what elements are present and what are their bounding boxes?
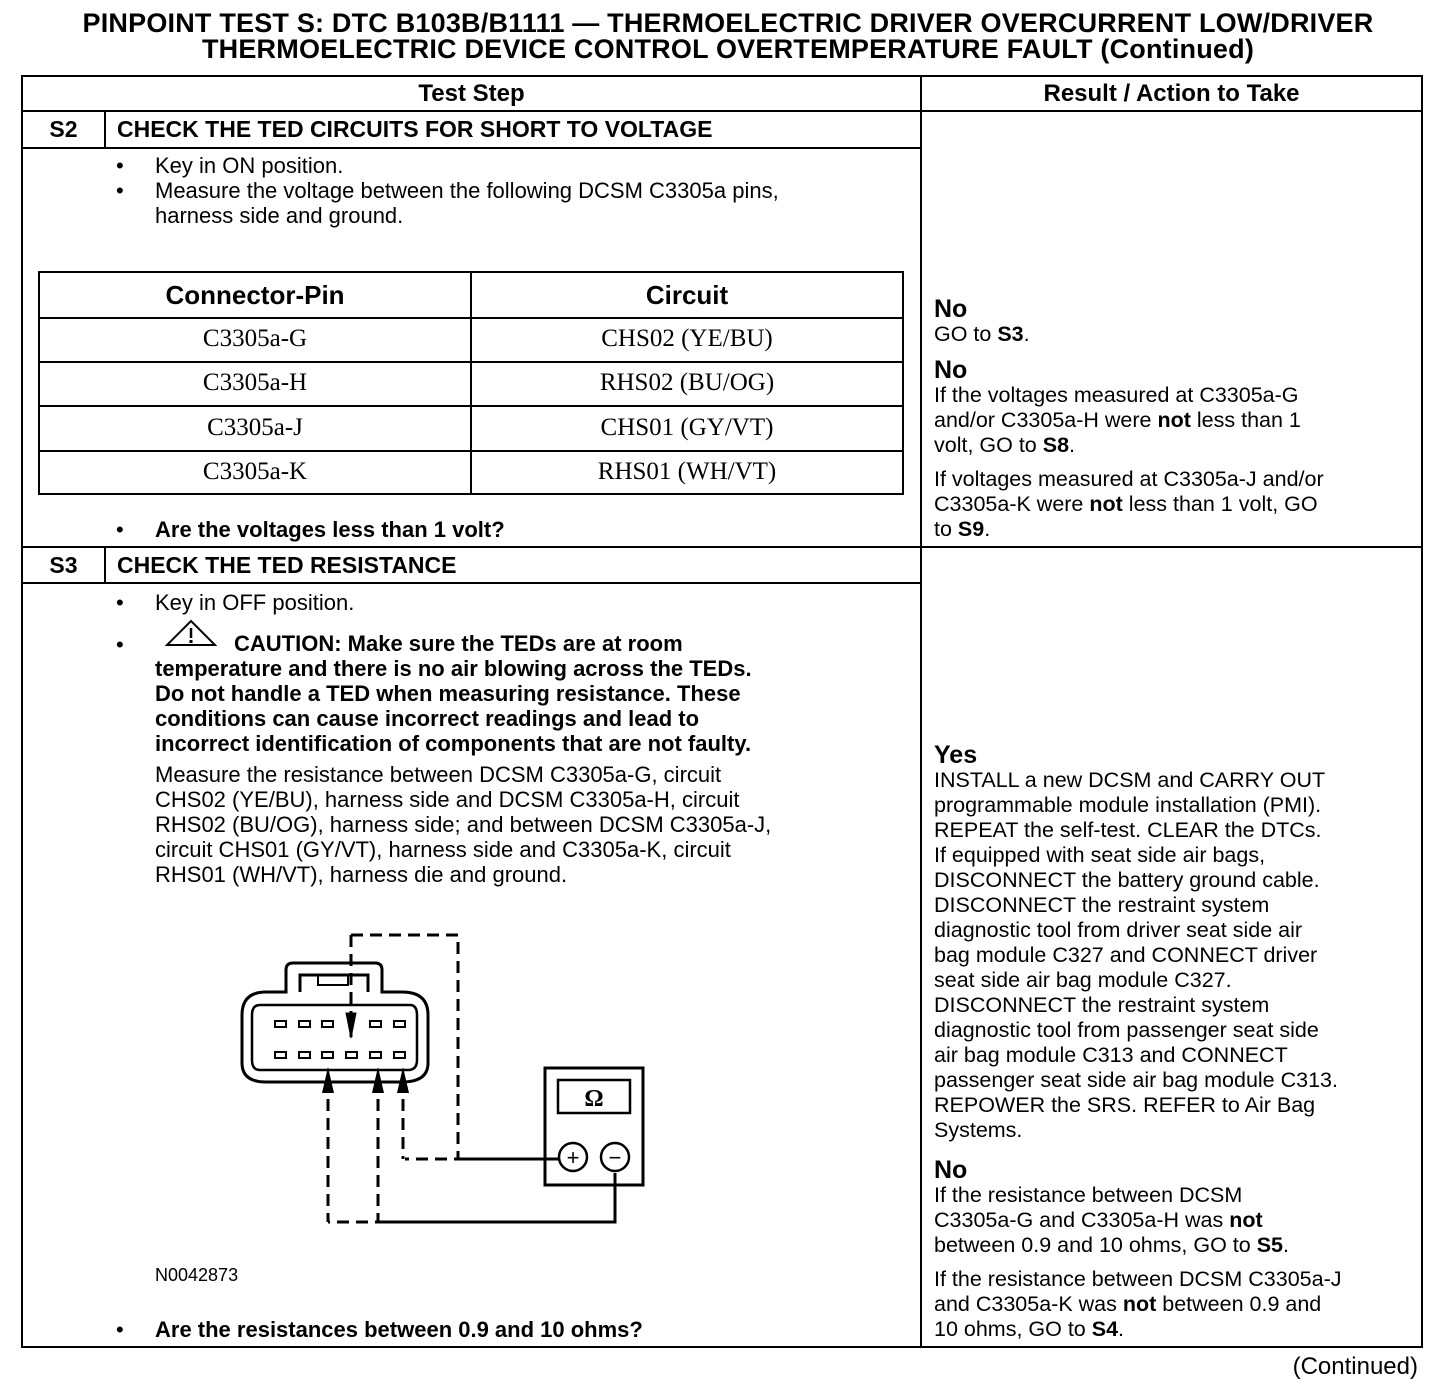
minus-terminal: − (608, 1145, 622, 1170)
measure-line: RHS02 (BU/OG), harness side; and between DCSM C3305a-J, (155, 812, 772, 837)
page-title-line1: PINPOINT TEST S: DTC B103B/B1111 — THERMOELECTRIC DRIVER OVERCURRENT LOW/DRIVER (82, 8, 1374, 38)
measure-line: RHS01 (WH/VT), harness die and ground. (155, 862, 568, 887)
circuit-cell: RHS02 (BU/OG) (599, 369, 775, 396)
pin-cell: C3305a-H (202, 369, 308, 396)
caution-line: temperature and there is no air blowing across the TEDs. (155, 656, 752, 681)
s2-result-no2-text: If the voltages measured at C3305a-G and/or C3305a-H were not less than 1 volt, GO to S8. (934, 383, 1301, 457)
column-header-test-step: Test Step (418, 80, 525, 107)
circuit-cell: CHS02 (YE/BU) (601, 325, 773, 352)
circuit-cell: RHS01 (WH/VT) (597, 458, 777, 485)
step-title-s3: CHECK THE TED RESISTANCE (117, 552, 457, 578)
s3-result-yes-text: INSTALL a new DCSM and CARRY OUT programmable module installation (PMI). REPEAT the self-test. CLEAR the DTCs. If equipped with seat side air bags, DISCONNECT the battery ground cable. DISCONNECT the restraint system diagnostic tool from driver seat side air bag module C327 and CONNECT driver seat side air bag module C327. DISCONNECT the restraint system diagnostic tool from passenger seat side air bag module C313 and CONNECT passenger seat side air bag module C313. REPOWER the SRS. REFER to Air Bag Systems. (934, 768, 1338, 1142)
bullet: • (116, 590, 124, 615)
caution-line: conditions can cause incorrect readings and lead to (155, 706, 700, 731)
connector-c3305a (242, 963, 428, 1082)
caution-line: Do not handle a TED when measuring resistance. These (155, 681, 741, 706)
column-header-result: Result / Action to Take (1043, 80, 1300, 107)
s2-bullet-key-on: Key in ON position. (155, 153, 344, 178)
caution-line: incorrect identification of components that are not faulty. (155, 731, 752, 756)
s2-result-no3-text: If voltages measured at C3305a-J and/or C3305a-K were not less than 1 volt, GO to S9. (934, 467, 1324, 541)
connector-meter-diagram (230, 925, 660, 1235)
warning-triangle-icon (165, 618, 217, 648)
step-title-s2: CHECK THE TED CIRCUITS FOR SHORT TO VOLTAGE (117, 116, 713, 142)
ohm-symbol: Ω (584, 1086, 604, 1112)
s3-question: Are the resistances between 0.9 and 10 ohms? (155, 1317, 643, 1342)
figure-id: N0042873 (155, 1265, 239, 1285)
page-title-line2: THERMOELECTRIC DEVICE CONTROL OVERTEMPERATURE FAULT (Continued) (201, 34, 1255, 64)
caution-line: CAUTION: Make sure the TEDs are at room (234, 631, 683, 656)
plus-terminal: + (566, 1145, 580, 1170)
pin-table-header-connector: Connector-Pin (165, 280, 345, 310)
continued-label: (Continued) (1292, 1353, 1418, 1380)
pin-cell: C3305a-J (207, 414, 303, 441)
bullet: • (116, 1317, 124, 1342)
s3-result-yes-head: Yes (934, 741, 978, 769)
s3-result-no1-text: If the resistance between DCSM C3305a-G and C3305a-H was not between 0.9 and 10 ohms, GO to S5. (934, 1183, 1289, 1257)
s3-result-no-head: No (934, 1156, 968, 1184)
connector-pins (275, 1021, 405, 1058)
s2-question: Are the voltages less than 1 volt? (155, 517, 505, 542)
s2-bullet-measure-l2: harness side and ground. (155, 203, 404, 228)
bullet: • (116, 153, 124, 178)
pin-table-header-circuit: Circuit (645, 280, 729, 310)
pin-cell: C3305a-K (202, 458, 308, 485)
measure-line: Measure the resistance between DCSM C3305a-G, circuit (155, 762, 722, 787)
s2-result-no-goto: GO to S3. (934, 322, 1030, 346)
s2-result-no2-head: No (934, 356, 968, 384)
bullet: • (116, 632, 124, 657)
s3-bullet-key-off: Key in OFF position. (155, 590, 355, 615)
circuit-cell: CHS01 (GY/VT) (600, 414, 774, 441)
s3-result-no2-text: If the resistance between DCSM C3305a-J and C3305a-K was not between 0.9 and 10 ohms, GO to S4. (934, 1267, 1342, 1341)
step-id-s2: S2 (49, 116, 78, 142)
bullet: • (116, 178, 124, 203)
s2-bullet-measure-l1: Measure the voltage between the following DCSM C3305a pins, (155, 178, 779, 203)
bullet: • (116, 517, 124, 542)
s2-result-no-head: No (934, 295, 968, 323)
measure-line: circuit CHS01 (GY/VT), harness side and C3305a-K, circuit (155, 837, 731, 862)
step-id-s3: S3 (49, 552, 78, 578)
probe-ground (346, 935, 356, 1038)
measure-line: CHS02 (YE/BU), harness side and DCSM C3305a-H, circuit (155, 787, 740, 812)
pin-cell: C3305a-G (202, 325, 308, 352)
